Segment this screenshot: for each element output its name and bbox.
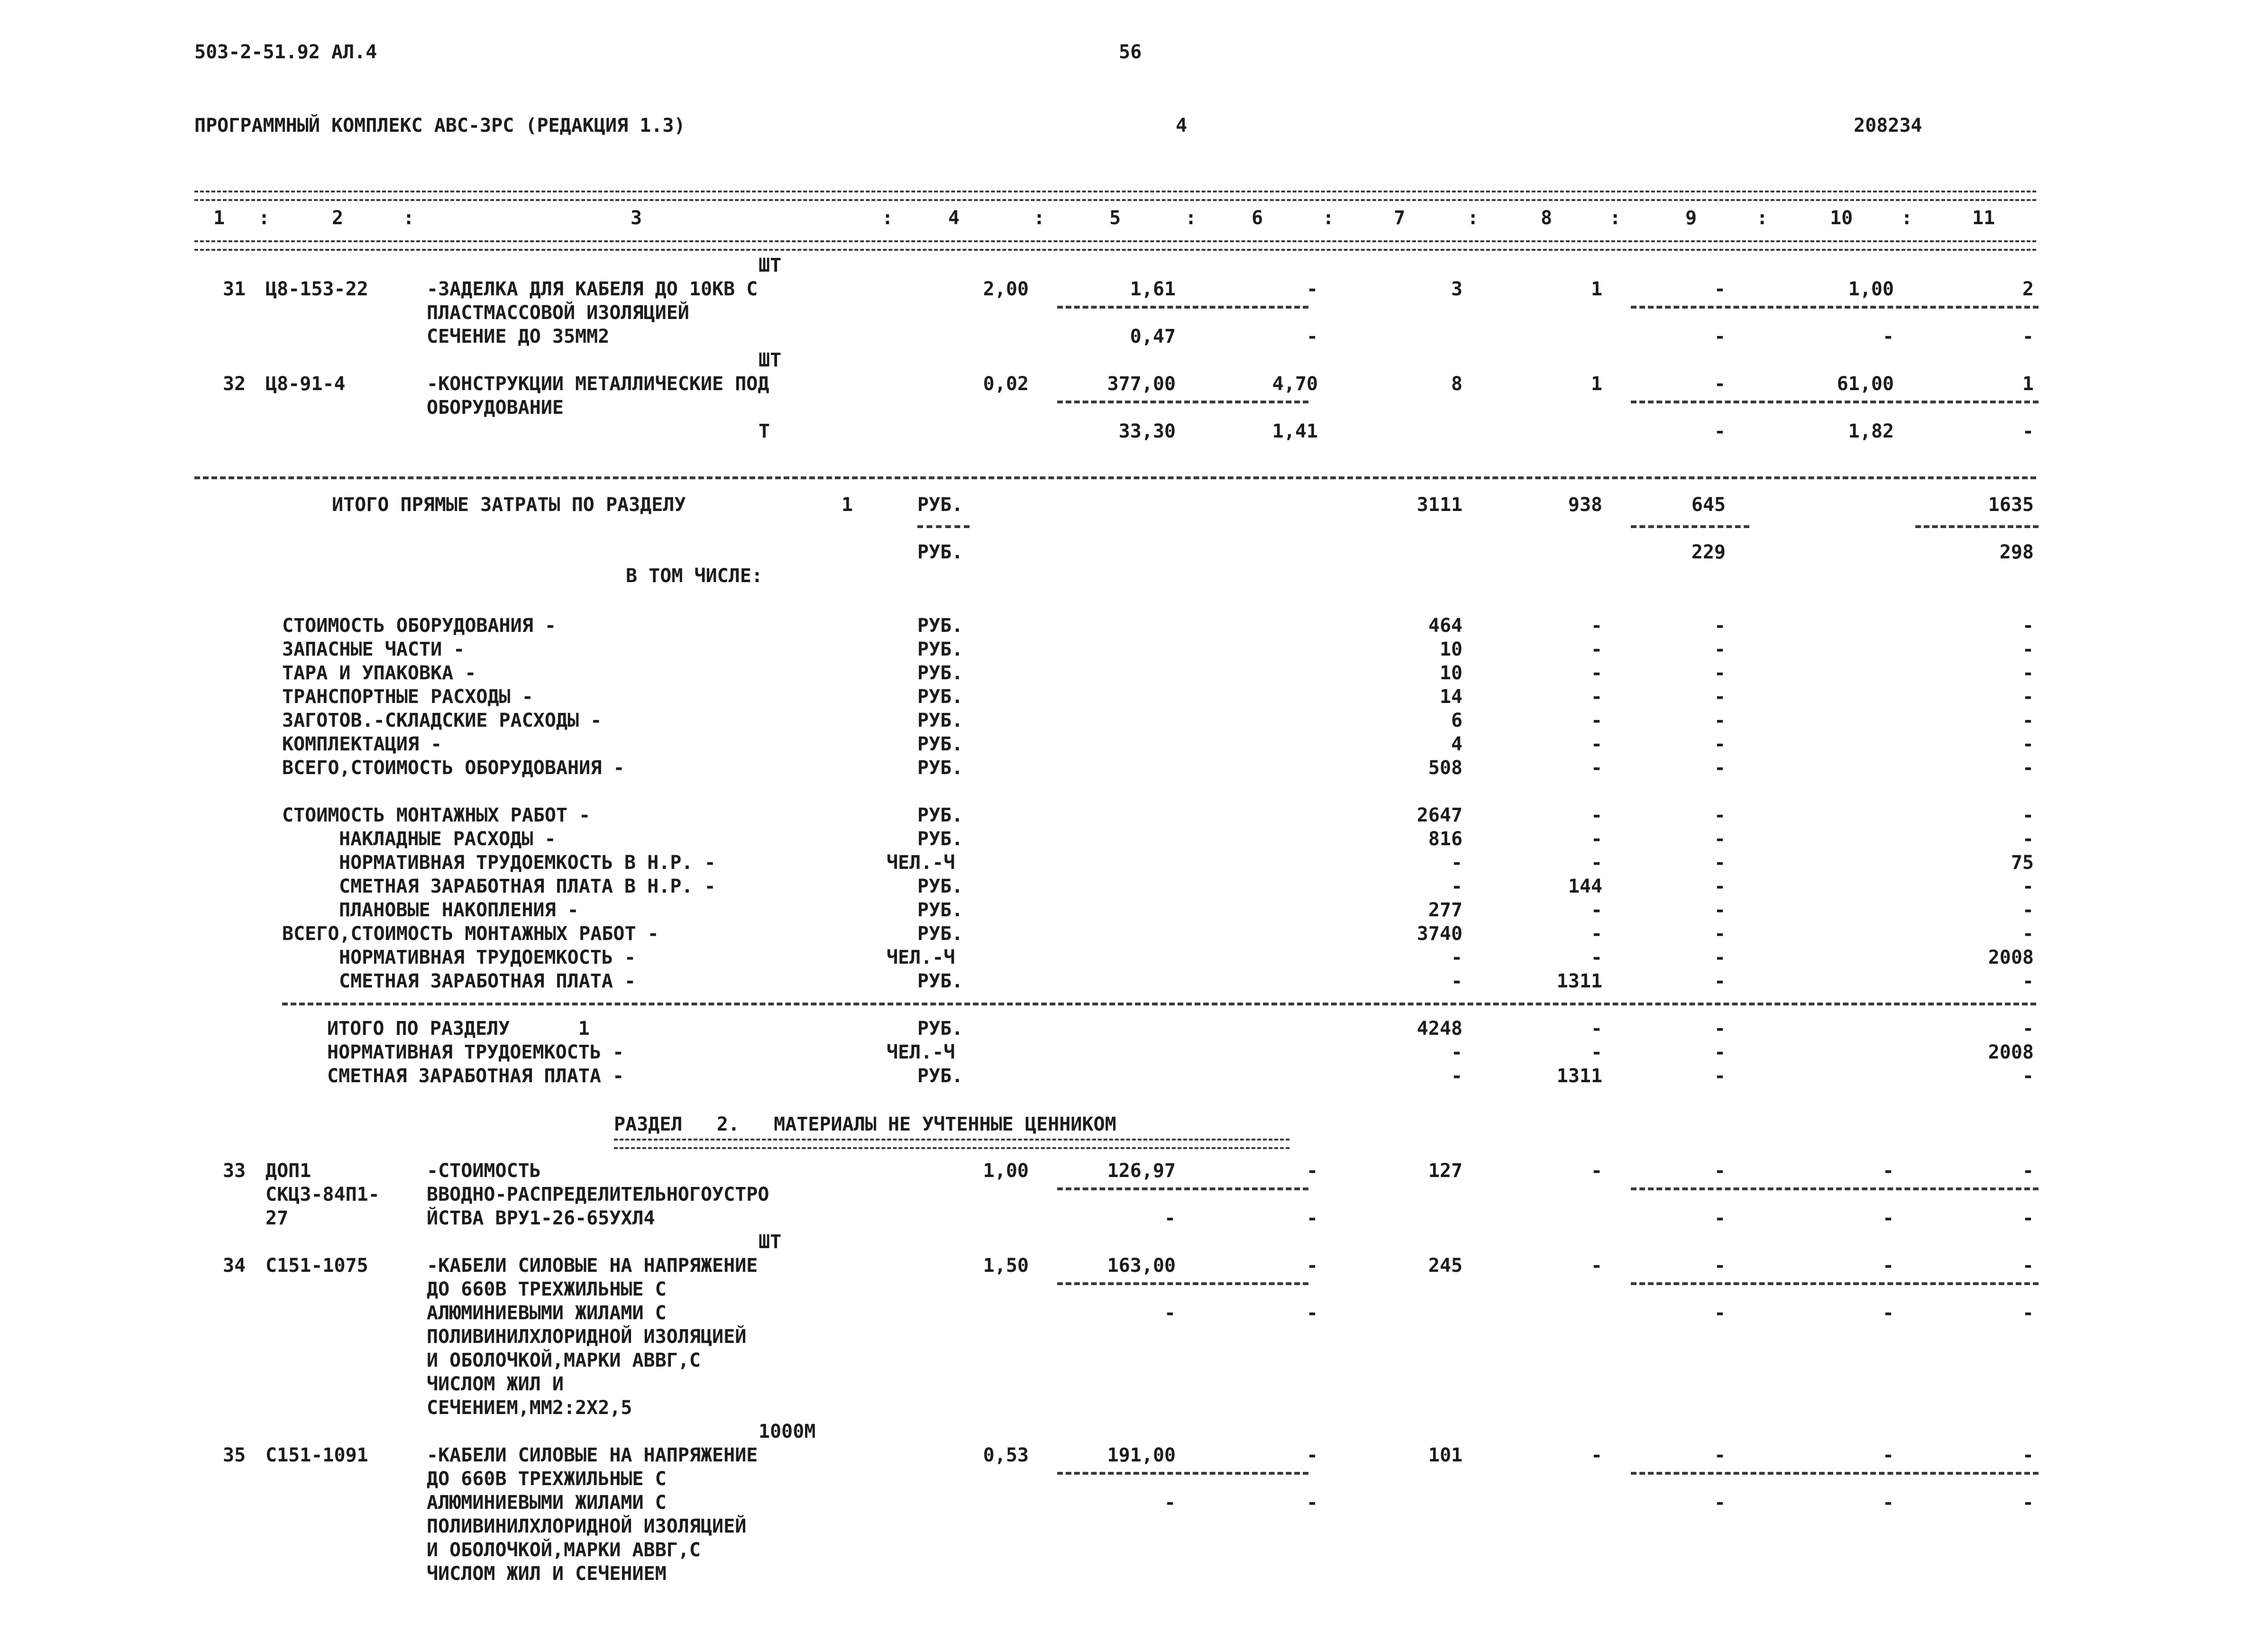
- unit-label: РУБ.: [917, 804, 963, 826]
- unit-label: РУБ.: [917, 970, 963, 992]
- cell-c11: -: [2022, 1444, 2034, 1466]
- cell-underline: [1057, 401, 1308, 403]
- column-number-1: 1: [213, 207, 225, 229]
- column-separator: :: [1756, 207, 1768, 229]
- cell-c9: -: [1714, 686, 1726, 708]
- quantity: 0,02: [983, 373, 1029, 395]
- column-number-2: 2: [332, 207, 344, 229]
- cell-c8: 1311: [1556, 1065, 1602, 1087]
- sheet-number: 4: [1176, 115, 1188, 137]
- cell-c11: 1: [2022, 373, 2034, 395]
- summary-row-label: КОМПЛЕКТАЦИЯ -: [282, 733, 442, 755]
- cell-c6b: -: [1306, 326, 1318, 347]
- section-title: РАЗДЕЛ 2. МАТЕРИАЛЫ НЕ УЧТЕННЫЕ ЦЕННИКОМ: [614, 1114, 1116, 1135]
- item-description-line: -ЗАДЕЛКА ДЛЯ КАБЕЛЯ ДО 10КВ С: [427, 278, 758, 300]
- doc-id: 208234: [1854, 115, 1922, 137]
- summary-row-label: СМЕТНАЯ ЗАРАБОТНАЯ ПЛАТА В Н.Р. -: [339, 876, 716, 897]
- summary-row-label: ПЛАНОВЫЕ НАКОПЛЕНИЯ -: [339, 899, 579, 921]
- cell-c9: -: [1714, 373, 1726, 395]
- column-separator: :: [1033, 207, 1045, 229]
- cell-c9: -: [1714, 1160, 1726, 1182]
- cell-c6b: -: [1306, 1492, 1318, 1514]
- cell-c8: -: [1591, 615, 1602, 637]
- cell-c9: -: [1714, 278, 1726, 300]
- item-number: 35: [223, 1444, 246, 1466]
- cell-c11b: -: [2022, 1492, 2034, 1514]
- cell-c7: 3740: [1417, 923, 1463, 945]
- cell-c10b: -: [1882, 1207, 1894, 1229]
- cell-c11: -: [2022, 686, 2034, 708]
- item-code: С151-1075: [265, 1255, 368, 1277]
- cell-c10b: -: [1882, 1492, 1894, 1514]
- cell-c7: -: [1451, 970, 1463, 992]
- cell-c9: -: [1714, 947, 1726, 968]
- summary-row-label: НОРМАТИВНАЯ ТРУДОЕМКОСТЬ -: [327, 1041, 624, 1063]
- cell-c9: -: [1714, 1018, 1726, 1040]
- item-description-line: ПОЛИВИНИЛХЛОРИДНОЙ ИЗОЛЯЦИЕЙ: [427, 1515, 747, 1537]
- cell-c5: 126,97: [1107, 1160, 1176, 1182]
- item-number: 32: [223, 373, 246, 395]
- cell-c11: 2008: [1988, 1041, 2034, 1063]
- quantity: 1,50: [983, 1255, 1029, 1277]
- cell-c8: 938: [1568, 494, 1602, 516]
- cell-c11: -: [2022, 1160, 2034, 1182]
- cell-c11b: -: [2022, 1207, 2034, 1229]
- column-number-3: 3: [631, 207, 642, 229]
- item-code: Ц8-153-22: [265, 278, 368, 300]
- cell-c10b: 1,82: [1848, 420, 1894, 442]
- unit-label: Т: [759, 420, 770, 442]
- cell-c8: 1311: [1556, 970, 1602, 992]
- cell-c11: -: [2022, 899, 2034, 921]
- unit-label: РУБ.: [917, 686, 963, 708]
- cell-c11: -: [2022, 804, 2034, 826]
- cell-c5b: 33,30: [1118, 420, 1176, 442]
- unit-label: РУБ.: [917, 828, 963, 850]
- unit-label: ЧЕЛ.-Ч: [887, 947, 955, 968]
- cell-c9b: -: [1714, 1207, 1726, 1229]
- unit-label: РУБ.: [917, 899, 963, 921]
- item-description-line: ПЛАСТМАССОВОЙ ИЗОЛЯЦИЕЙ: [427, 302, 689, 324]
- cell-c8: -: [1591, 639, 1602, 660]
- item-description-line: И ОБОЛОЧКОЙ,МАРКИ АВВГ,С: [427, 1539, 701, 1561]
- summary-row-label: СТОИМОСТЬ МОНТАЖНЫХ РАБОТ -: [282, 804, 591, 826]
- unit-label: РУБ.: [917, 923, 963, 945]
- cell-c6b: 1,41: [1272, 420, 1318, 442]
- cell-c7: 816: [1428, 828, 1463, 850]
- cell-c10: 1,00: [1848, 278, 1894, 300]
- cell-c7: -: [1451, 876, 1463, 897]
- cell-c8: -: [1591, 947, 1602, 968]
- cell-underline: [1631, 1282, 2039, 1285]
- unit-label: РУБ.: [917, 1018, 963, 1040]
- cell-c7: -: [1451, 1065, 1463, 1087]
- cell-c9: -: [1714, 970, 1726, 992]
- cell-c11: 1635: [1988, 494, 2034, 516]
- cell-c8: 144: [1568, 876, 1602, 897]
- cell-c9: -: [1714, 757, 1726, 779]
- column-separator: :: [258, 207, 270, 229]
- cell-underline: [1631, 525, 1749, 528]
- cell-c7: -: [1451, 1041, 1463, 1063]
- cell-underline: [1057, 306, 1308, 309]
- cell-c8: -: [1591, 662, 1602, 684]
- cell-c10b: -: [1882, 1302, 1894, 1324]
- unit-label: ШТ: [759, 255, 782, 276]
- unit-label: РУБ.: [917, 639, 963, 660]
- cell-c11: -: [2022, 615, 2034, 637]
- cell-c11: -: [2022, 876, 2034, 897]
- cell-c5: 1,61: [1130, 278, 1176, 300]
- cell-c8: -: [1591, 757, 1602, 779]
- header-rule-bottom: [194, 240, 2036, 251]
- unit-label: РУБ.: [917, 494, 963, 516]
- item-code: ДОП1: [265, 1160, 311, 1182]
- cell-underline: [1631, 1472, 2039, 1475]
- cell-c9: -: [1714, 733, 1726, 755]
- item-description-line: ОБОРУДОВАНИЕ: [427, 397, 564, 419]
- summary-row-label: ТРАНСПОРТНЫЕ РАСХОДЫ -: [282, 686, 533, 708]
- cell-c9b: -: [1714, 1492, 1726, 1514]
- cell-c8: -: [1591, 1444, 1602, 1466]
- summary-row-label: СТОИМОСТЬ ОБОРУДОВАНИЯ -: [282, 615, 556, 637]
- item-description-line: -КАБЕЛИ СИЛОВЫЕ НА НАПРЯЖЕНИЕ: [427, 1444, 758, 1466]
- cell-c8: -: [1591, 710, 1602, 731]
- cell-c9: -: [1714, 615, 1726, 637]
- column-separator: :: [403, 207, 415, 229]
- item-description-line: АЛЮМИНИЕВЫМИ ЖИЛАМИ С: [427, 1492, 667, 1514]
- column-number-4: 4: [948, 207, 960, 229]
- cell-c8: -: [1591, 1018, 1602, 1040]
- cell-c11: -: [2022, 1065, 2034, 1087]
- cell-c7: 464: [1428, 615, 1463, 637]
- cell-c9: 645: [1691, 494, 1726, 516]
- item-description-line: ЙСТВА ВРУ1-26-65УХЛ4: [427, 1207, 655, 1229]
- cell-c9: -: [1714, 1065, 1726, 1087]
- cell-c7: 508: [1428, 757, 1463, 779]
- cell-c9: -: [1714, 876, 1726, 897]
- column-number-6: 6: [1252, 207, 1263, 229]
- section-rule: [282, 1003, 2036, 1005]
- cell-c7: -: [1451, 947, 1463, 968]
- summary-row-label: ИТОГО ПО РАЗДЕЛУ 1: [327, 1018, 590, 1040]
- cell-c8: -: [1591, 899, 1602, 921]
- cell-c5: 191,00: [1107, 1444, 1176, 1466]
- cell-c8: -: [1591, 1255, 1602, 1277]
- column-number-11: 11: [1972, 207, 1995, 229]
- unit-label: РУБ.: [917, 733, 963, 755]
- column-separator: :: [882, 207, 894, 229]
- unit-label: ШТ: [759, 1231, 782, 1253]
- unit-label: ЧЕЛ.-Ч: [887, 1041, 955, 1063]
- doc-code: 503-2-51.92 АЛ.4: [194, 41, 377, 63]
- cell-c7: 8: [1451, 373, 1463, 395]
- column-separator: :: [1467, 207, 1479, 229]
- cell-c11b: -: [2022, 326, 2034, 347]
- item-description-line: ЧИСЛОМ ЖИЛ И СЕЧЕНИЕМ: [427, 1563, 667, 1585]
- cell-c8: -: [1591, 852, 1602, 874]
- cell-underline: [917, 525, 969, 528]
- cell-c6b: -: [1306, 1207, 1318, 1229]
- cell-underline: [1057, 1187, 1308, 1190]
- cell-c7: 245: [1428, 1255, 1463, 1277]
- column-number-7: 7: [1394, 207, 1406, 229]
- cell-c9: -: [1714, 899, 1726, 921]
- item-code: Ц8-91-4: [265, 373, 346, 395]
- cell-underline: [1631, 306, 2039, 309]
- cell-c11: 75: [2011, 852, 2034, 874]
- cell-c7: 127: [1428, 1160, 1463, 1182]
- summary-row-label: СМЕТНАЯ ЗАРАБОТНАЯ ПЛАТА -: [339, 970, 636, 992]
- cell-c11b: 298: [1999, 541, 2034, 563]
- cell-c9: -: [1714, 1255, 1726, 1277]
- cell-c11: -: [2022, 970, 2034, 992]
- cell-c9: -: [1714, 639, 1726, 660]
- cell-c10: -: [1882, 1444, 1894, 1466]
- cell-c11: -: [2022, 639, 2034, 660]
- cell-c6: -: [1306, 278, 1318, 300]
- column-separator: :: [1901, 207, 1913, 229]
- item-code: 27: [265, 1207, 289, 1229]
- quantity: 0,53: [983, 1444, 1029, 1466]
- cell-c9b: -: [1714, 326, 1726, 347]
- item-description-line: ДО 660В ТРЕХЖИЛЬНЫЕ С: [427, 1278, 667, 1300]
- cell-c9: -: [1714, 662, 1726, 684]
- item-code: СКЦ3-84П1-: [265, 1184, 380, 1205]
- item-code: С151-1091: [265, 1444, 368, 1466]
- program-title: ПРОГРАММНЫЙ КОМПЛЕКС АВС-3РС (РЕДАКЦИЯ 1.3): [194, 115, 686, 137]
- cell-c6: -: [1306, 1444, 1318, 1466]
- cell-c6b: -: [1306, 1302, 1318, 1324]
- cell-c8: 1: [1591, 373, 1602, 395]
- column-number-8: 8: [1541, 207, 1553, 229]
- item-number: 31: [223, 278, 246, 300]
- cell-c5: 377,00: [1107, 373, 1176, 395]
- summary-row-label: НОРМАТИВНАЯ ТРУДОЕМКОСТЬ -: [339, 947, 636, 968]
- summary-row-label: ВСЕГО,СТОИМОСТЬ МОНТАЖНЫХ РАБОТ -: [282, 923, 659, 945]
- unit-label: РУБ.: [917, 710, 963, 731]
- item-description-line: -КАБЕЛИ СИЛОВЫЕ НА НАПРЯЖЕНИЕ: [427, 1255, 758, 1277]
- cell-c9: -: [1714, 923, 1726, 945]
- cell-c8: -: [1591, 733, 1602, 755]
- cell-c8: -: [1591, 828, 1602, 850]
- cell-c7: 10: [1439, 662, 1463, 684]
- item-number: 34: [223, 1255, 246, 1277]
- cell-c9b: 229: [1691, 541, 1726, 563]
- item-description-line: И ОБОЛОЧКОЙ,МАРКИ АВВГ,С: [427, 1350, 701, 1371]
- column-number-5: 5: [1109, 207, 1121, 229]
- item-description-line: ДО 660В ТРЕХЖИЛЬНЫЕ С: [427, 1468, 667, 1490]
- cell-underline: [1631, 1187, 2039, 1190]
- including-label: В ТОМ ЧИСЛЕ:: [626, 565, 763, 587]
- cell-c7: 4: [1451, 733, 1463, 755]
- cell-c6: 4,70: [1272, 373, 1318, 395]
- cell-c11: -: [2022, 1018, 2034, 1040]
- cell-c8: -: [1591, 1041, 1602, 1063]
- unit-label: РУБ.: [917, 541, 963, 563]
- cell-c11b: -: [2022, 420, 2034, 442]
- summary-row-label: ТАРА И УПАКОВКА -: [282, 662, 476, 684]
- cell-c7: -: [1451, 852, 1463, 874]
- cell-c11: -: [2022, 923, 2034, 945]
- item-description-line: -СТОИМОСТЬ: [427, 1160, 541, 1182]
- cell-c7: 101: [1428, 1444, 1463, 1466]
- cell-c11: 2008: [1988, 947, 2034, 968]
- cell-c10: -: [1882, 1255, 1894, 1277]
- page-number: 56: [1119, 41, 1142, 63]
- column-separator: :: [1185, 207, 1197, 229]
- header-rule-top: [194, 191, 2036, 201]
- section-rule: [194, 476, 2036, 479]
- cell-c9: -: [1714, 710, 1726, 731]
- unit-label: 1000М: [759, 1421, 816, 1442]
- cell-c7: 3111: [1417, 494, 1463, 516]
- cell-c7: 6: [1451, 710, 1463, 731]
- cell-c8: -: [1591, 923, 1602, 945]
- item-description-line: -КОНСТРУКЦИИ МЕТАЛЛИЧЕСКИЕ ПОД: [427, 373, 769, 395]
- summary-row-label: ЗАПАСНЫЕ ЧАСТИ -: [282, 639, 465, 660]
- cell-c7: 4248: [1417, 1018, 1463, 1040]
- cell-c8: 1: [1591, 278, 1602, 300]
- cell-c8: -: [1591, 686, 1602, 708]
- cell-c9b: -: [1714, 420, 1726, 442]
- cell-c5b: -: [1164, 1492, 1176, 1514]
- section-title-underline: [614, 1139, 1289, 1149]
- column-number-9: 9: [1685, 207, 1697, 229]
- item-number: 33: [223, 1160, 246, 1182]
- item-description-line: ВВОДНО-РАСПРЕДЕЛИТЕЛЬНОГОУСТРО: [427, 1184, 769, 1205]
- item-description-line: СЕЧЕНИЕМ,ММ2:2Х2,5: [427, 1397, 632, 1419]
- item-description-line: ПОЛИВИНИЛХЛОРИДНОЙ ИЗОЛЯЦИЕЙ: [427, 1326, 747, 1348]
- cell-c11: -: [2022, 662, 2034, 684]
- cell-c6: -: [1306, 1255, 1318, 1277]
- summary-row-label: ВСЕГО,СТОИМОСТЬ ОБОРУДОВАНИЯ -: [282, 757, 625, 779]
- cell-c5b: -: [1164, 1302, 1176, 1324]
- unit-label: РУБ.: [917, 876, 963, 897]
- cell-c11: -: [2022, 733, 2034, 755]
- cell-c9: -: [1714, 828, 1726, 850]
- cell-c6: -: [1306, 1160, 1318, 1182]
- totals-section-number: 1: [841, 494, 853, 516]
- cell-c11: -: [2022, 828, 2034, 850]
- cell-underline: [1915, 525, 2039, 528]
- cell-c8: -: [1591, 804, 1602, 826]
- cell-c10b: -: [1882, 326, 1894, 347]
- cell-underline: [1057, 1472, 1308, 1475]
- cell-c9: -: [1714, 1444, 1726, 1466]
- unit-label: ШТ: [759, 349, 782, 371]
- item-description-line: СЕЧЕНИЕ ДО 35ММ2: [427, 326, 610, 347]
- cell-c7: 277: [1428, 899, 1463, 921]
- item-description-line: АЛЮМИНИЕВЫМИ ЖИЛАМИ С: [427, 1302, 667, 1324]
- cell-c9b: -: [1714, 1302, 1726, 1324]
- cell-c11: -: [2022, 757, 2034, 779]
- cell-c11: -: [2022, 1255, 2034, 1277]
- cell-c9: -: [1714, 804, 1726, 826]
- cell-c7: 2647: [1417, 804, 1463, 826]
- cell-c11: -: [2022, 710, 2034, 731]
- unit-label: РУБ.: [917, 615, 963, 637]
- summary-row-label: НАКЛАДНЫЕ РАСХОДЫ -: [339, 828, 556, 850]
- unit-label: РУБ.: [917, 757, 963, 779]
- unit-label: РУБ.: [917, 662, 963, 684]
- cell-c9: -: [1714, 1041, 1726, 1063]
- cell-c11: 2: [2022, 278, 2034, 300]
- quantity: 2,00: [983, 278, 1029, 300]
- summary-row-label: НОРМАТИВНАЯ ТРУДОЕМКОСТЬ В Н.Р. -: [339, 852, 716, 874]
- column-number-10: 10: [1830, 207, 1853, 229]
- cell-underline: [1057, 1282, 1308, 1285]
- cell-c5b: 0,47: [1130, 326, 1176, 347]
- column-separator: :: [1610, 207, 1621, 229]
- cell-c10: 61,00: [1837, 373, 1894, 395]
- cell-c7: 14: [1439, 686, 1463, 708]
- cell-c7: 3: [1451, 278, 1463, 300]
- item-description-line: ЧИСЛОМ ЖИЛ И: [427, 1373, 564, 1395]
- cell-c5b: -: [1164, 1207, 1176, 1229]
- cell-c10: -: [1882, 1160, 1894, 1182]
- cell-c5: 163,00: [1107, 1255, 1176, 1277]
- totals-label: ИТОГО ПРЯМЫЕ ЗАТРАТЫ ПО РАЗДЕЛУ: [332, 494, 686, 516]
- column-separator: :: [1323, 207, 1335, 229]
- quantity: 1,00: [983, 1160, 1029, 1182]
- summary-row-label: СМЕТНАЯ ЗАРАБОТНАЯ ПЛАТА -: [327, 1065, 624, 1087]
- cell-c11b: -: [2022, 1302, 2034, 1324]
- cell-c9: -: [1714, 852, 1726, 874]
- summary-row-label: ЗАГОТОВ.-СКЛАДСКИЕ РАСХОДЫ -: [282, 710, 602, 731]
- cell-underline: [1631, 401, 2039, 403]
- cell-c7: 10: [1439, 639, 1463, 660]
- cell-c8: -: [1591, 1160, 1602, 1182]
- unit-label: ЧЕЛ.-Ч: [887, 852, 955, 874]
- unit-label: РУБ.: [917, 1065, 963, 1087]
